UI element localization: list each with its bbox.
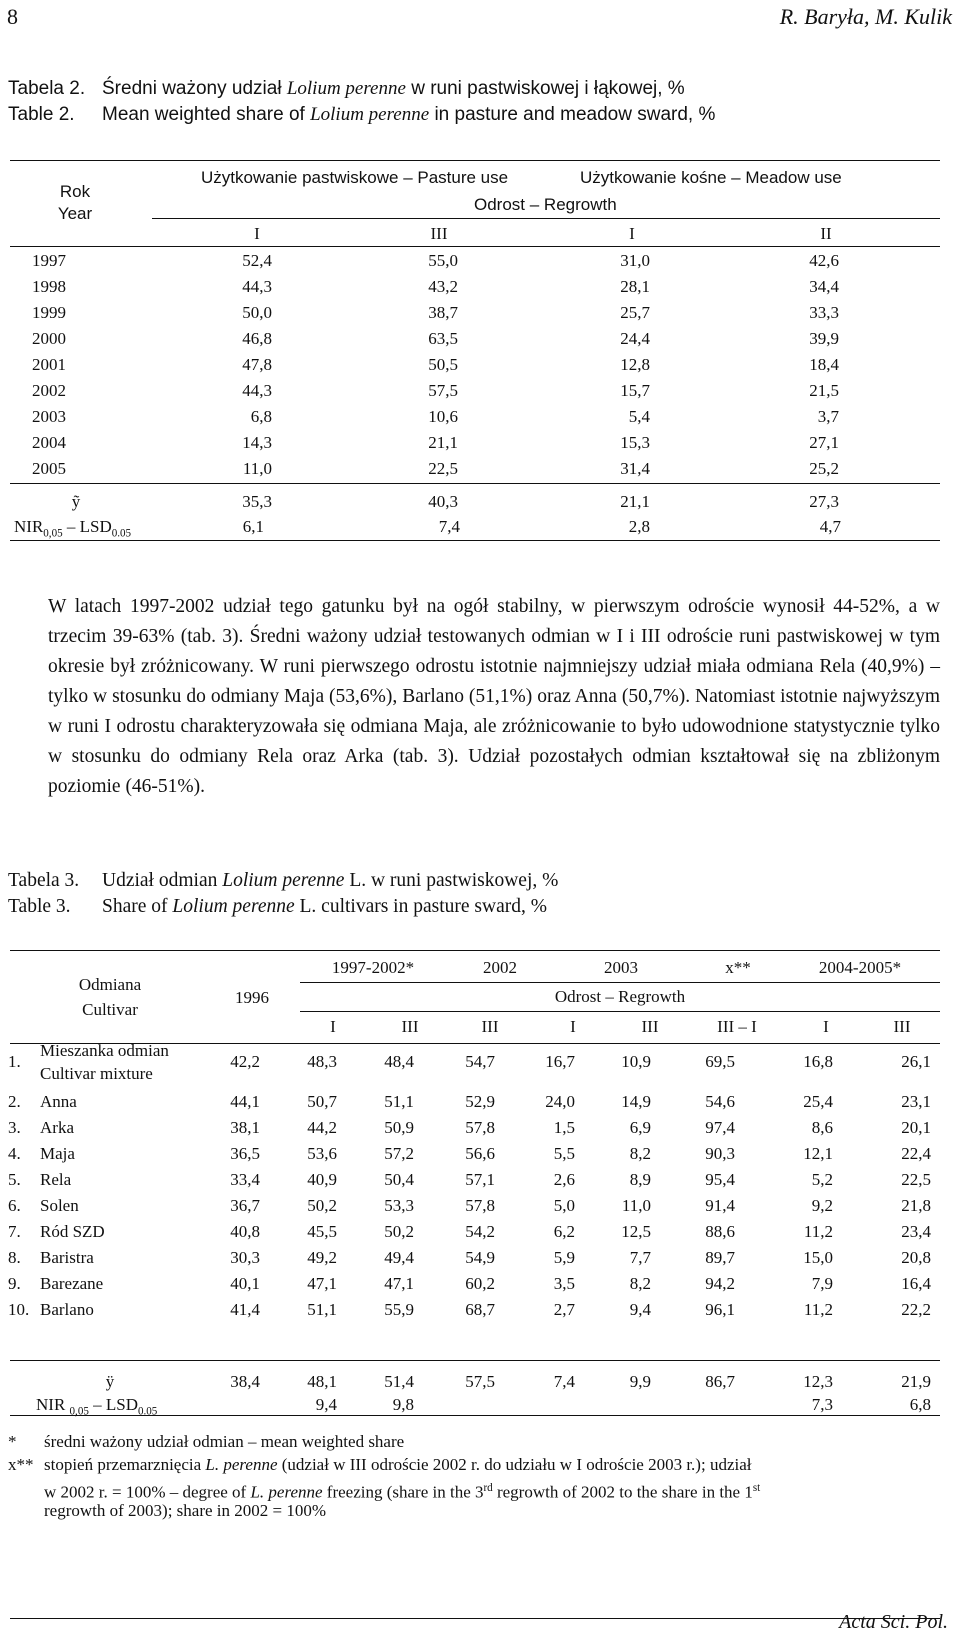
value-cell: 96,1	[705, 1300, 735, 1319]
value-cell: 40,8	[230, 1222, 260, 1241]
t2-subcol: II	[820, 224, 832, 243]
cultivar-label: Cultivar	[82, 1000, 138, 1019]
mean-cell: 57,5	[465, 1372, 495, 1391]
value-cell: 6,9	[629, 1118, 651, 1137]
value-cell: 22,4	[901, 1144, 931, 1163]
value-cell: 8,6	[811, 1118, 833, 1137]
running-header: R. Baryła, M. Kulik	[779, 4, 952, 29]
lsd-cell: 7,4	[438, 517, 460, 536]
value-cell: 27,1	[809, 433, 839, 452]
value-cell: 54,9	[465, 1248, 495, 1267]
value-cell: 50,5	[428, 355, 458, 374]
value-cell: 23,4	[901, 1222, 931, 1241]
value-cell: 41,4	[230, 1300, 260, 1319]
value-cell: 50,0	[242, 303, 272, 322]
value-cell: 49,4	[384, 1248, 414, 1267]
year-cell: 2000	[32, 329, 66, 348]
value-cell: 91,4	[705, 1196, 735, 1215]
value-cell: 14,3	[242, 433, 272, 452]
value-cell: 6,8	[250, 407, 272, 426]
row-number: 9.	[8, 1274, 21, 1293]
lsd-cell: 4,7	[819, 517, 841, 536]
value-cell: 21,8	[901, 1196, 931, 1215]
value-cell: 51,1	[307, 1300, 337, 1319]
mean-cell: 21,1	[620, 492, 650, 511]
value-cell: 53,3	[384, 1196, 414, 1215]
value-cell: 57,5	[428, 381, 458, 400]
mean-cell: 21,9	[901, 1372, 931, 1391]
value-cell: 5,5	[553, 1144, 575, 1163]
table2-header-rule	[152, 218, 940, 219]
year-label: Year	[57, 204, 93, 223]
mean-cell: 86,7	[705, 1372, 735, 1391]
value-cell: 21,1	[428, 433, 458, 452]
value-cell: 5,2	[811, 1170, 833, 1189]
value-cell: 11,2	[803, 1222, 833, 1241]
value-cell: 50,2	[307, 1196, 337, 1215]
regrowth-header: Odrost – Regrowth	[474, 195, 617, 214]
table3-period-rule	[300, 982, 940, 983]
value-cell: 88,6	[705, 1222, 735, 1241]
mean-cell: 27,3	[809, 492, 839, 511]
value-cell: 5,9	[553, 1248, 575, 1267]
value-cell: 9,2	[811, 1196, 833, 1215]
value-cell: 39,9	[809, 329, 839, 348]
value-cell: 53,6	[307, 1144, 337, 1163]
page-number: 8	[7, 4, 18, 29]
value-cell: 9,4	[629, 1300, 651, 1319]
footnote-xx-line2: w 2002 r. = 100% – degree of L. perenne freezing (share in the 3rd regrowth of 2002 to the share in the 1st	[44, 1482, 761, 1502]
value-cell: 16,7	[545, 1052, 575, 1071]
footnote-xx-mark: x**	[8, 1455, 34, 1474]
value-cell: 16,4	[901, 1274, 931, 1293]
footer-journal: Acta Sci. Pol.	[839, 1611, 948, 1633]
value-cell: 47,1	[384, 1274, 414, 1293]
cultivar-name: Arka	[40, 1118, 74, 1137]
body-paragraph: W latach 1997-2002 udział tego gatunku był na ogół stabilny, w pierwszym odroście wynosił 44-52%, a w trzecim 39-63% (tab. 3). Średni ważony udział testowanych odmian w I i III odroście runi pastwiskowej w tym okresie był zróżnicowany. W runi pierwszego odrostu istotnie najmniejszy udział miała odmiana Rela (40,9%) – tylko w stosunku do odmiany Maja (53,6%), Barlano (51,1%) oraz Anna (50,7%). Natomiast istotnie najwyższym w runi I odrostu charakteryzowała się odmiana Maja, ale zróżnicowanie to było udowodnione statystycznie tylko w stosunku do odmiany Rela oraz Arka (tab. 3). Udział pozostałych odmian kształtował się na zbliżonym poziomie (46-51%).	[48, 596, 940, 797]
value-cell: 48,3	[307, 1052, 337, 1071]
value-cell: 7,9	[811, 1274, 833, 1293]
value-cell: 95,4	[705, 1170, 735, 1189]
t3-subcol: I	[330, 1017, 336, 1036]
value-cell: 3,7	[817, 407, 839, 426]
value-cell: 21,5	[809, 381, 839, 400]
value-cell: 8,2	[629, 1274, 651, 1293]
table3-top-rule	[10, 950, 940, 951]
value-cell: 44,1	[230, 1092, 260, 1111]
year-cell: 2002	[32, 381, 66, 400]
lsd-cell: 9,4	[315, 1395, 337, 1414]
cultivar-name: Maja	[40, 1144, 75, 1163]
value-cell: 22,5	[901, 1170, 931, 1189]
value-cell: 3,5	[553, 1274, 575, 1293]
value-cell: 31,0	[620, 251, 650, 270]
value-cell: 47,8	[242, 355, 272, 374]
table2-caption-pl: Tabela 2. Średni ważony udział Lolium perenne w runi pastwiskowej i łąkowej, %	[8, 78, 685, 99]
period-label: 1997-2002*	[331, 958, 415, 977]
row-number: 3.	[8, 1118, 21, 1137]
value-cell: 20,8	[901, 1248, 931, 1267]
row-number: 7.	[8, 1222, 21, 1241]
value-cell: 10,6	[428, 407, 458, 426]
value-cell: 15,7	[620, 381, 650, 400]
year-cell: 2005	[32, 459, 66, 478]
value-cell: 18,4	[809, 355, 839, 374]
value-cell: 43,2	[428, 277, 458, 296]
cultivar-name: Baristra	[40, 1248, 94, 1267]
table2-subheader-rule	[10, 246, 940, 247]
value-cell: 12,8	[620, 355, 650, 374]
value-cell: 50,9	[384, 1118, 414, 1137]
value-cell: 42,2	[230, 1052, 260, 1071]
value-cell: 36,7	[230, 1196, 260, 1215]
value-cell: 40,1	[230, 1274, 260, 1293]
value-cell: 57,8	[465, 1118, 495, 1137]
value-cell: 24,4	[620, 329, 650, 348]
cultivar-name: Anna	[40, 1092, 77, 1111]
lsd-cell: 7,3	[811, 1395, 833, 1414]
lsd-label: $NIR_{0,05} - LSD_{0.05}$	[14, 517, 132, 540]
t3-subcol: III	[481, 1017, 499, 1036]
mean-cell: 7,4	[553, 1372, 575, 1391]
value-cell: 50,7	[307, 1092, 337, 1111]
table3-regrowth-rule	[300, 1011, 940, 1012]
value-cell: 60,2	[465, 1274, 495, 1293]
table3-caption-pl: Tabela 3. Udział odmian Lolium perenne L. w runi pastwiskowej, %	[8, 870, 559, 891]
value-cell: 63,5	[428, 329, 458, 348]
value-cell: 57,1	[465, 1170, 495, 1189]
mean-cell: 38,4	[230, 1372, 260, 1391]
period-label: 2002	[483, 958, 517, 977]
value-cell: 36,5	[230, 1144, 260, 1163]
value-cell: 16,8	[803, 1052, 833, 1071]
mean-cell: 12,3	[803, 1372, 833, 1391]
value-cell: 40,9	[307, 1170, 337, 1189]
mean-cell: 9,9	[629, 1372, 651, 1391]
cultivar-name: Ród SZD	[40, 1222, 105, 1241]
year-cell: 1998	[32, 277, 66, 296]
cultivar-name: Solen	[40, 1196, 79, 1215]
value-cell: 54,7	[465, 1052, 495, 1071]
value-cell: 10,9	[621, 1052, 651, 1071]
value-cell: 22,5	[428, 459, 458, 478]
table2-caption-en: Table 2. Mean weighted share of Lolium perenne in pasture and meadow sward, %	[8, 104, 716, 125]
value-cell: 52,4	[242, 251, 272, 270]
table2-data-rule	[10, 483, 940, 484]
value-cell: 5,4	[628, 407, 650, 426]
value-cell: 57,8	[465, 1196, 495, 1215]
period-label: 2004-2005*	[818, 958, 902, 977]
footnote-star-text: średni ważony udział odmian – mean weighted share	[44, 1432, 405, 1451]
t2-subcol: I	[629, 224, 635, 243]
row-number: 4.	[8, 1144, 21, 1163]
value-cell: 55,0	[428, 251, 458, 270]
value-cell: 5,0	[553, 1196, 575, 1215]
year-cell: 1997	[32, 251, 66, 270]
value-cell: 46,8	[242, 329, 272, 348]
value-cell: 38,1	[230, 1118, 260, 1137]
year-cell: 1999	[32, 303, 66, 322]
value-cell: 1,5	[553, 1118, 575, 1137]
row-number: 2.	[8, 1092, 21, 1111]
value-cell: 89,7	[705, 1248, 735, 1267]
value-cell: 25,2	[809, 459, 839, 478]
table3-caption-en: Table 3. Share of Lolium perenne L. cultivars in pasture sward, %	[8, 896, 547, 917]
odmiana-label: Odmiana	[78, 975, 142, 994]
mean-cell: 35,3	[242, 492, 272, 511]
value-cell: 31,4	[620, 459, 650, 478]
value-cell: 7,7	[629, 1248, 651, 1267]
year-cell: 2004	[32, 433, 66, 452]
value-cell: 45,5	[307, 1222, 337, 1241]
t3-subcol: III	[641, 1017, 659, 1036]
row-number: 8.	[8, 1248, 21, 1267]
value-cell: 69,5	[705, 1052, 735, 1071]
mean-label: ỹ	[71, 492, 81, 511]
lsd-cell: 6,8	[909, 1395, 931, 1414]
t3-subcol: III	[401, 1017, 419, 1036]
value-cell: 15,0	[803, 1248, 833, 1267]
row-number: 10.	[8, 1300, 30, 1319]
t2-subcol: III	[430, 224, 448, 243]
value-cell: 90,3	[705, 1144, 735, 1163]
row-number: 6.	[8, 1196, 21, 1215]
mean-label: ÿ	[105, 1372, 115, 1391]
cultivar-name-en: Cultivar mixture	[40, 1064, 153, 1083]
value-cell: 54,6	[705, 1092, 735, 1111]
value-cell: 68,7	[465, 1300, 495, 1319]
cultivar-name: Rela	[40, 1170, 72, 1189]
value-cell: 14,9	[621, 1092, 651, 1111]
value-cell: 33,3	[809, 303, 839, 322]
value-cell: 51,1	[384, 1092, 414, 1111]
value-cell: 56,6	[465, 1144, 495, 1163]
value-cell: 52,9	[465, 1092, 495, 1111]
value-cell: 44,3	[242, 277, 272, 296]
value-cell: 12,5	[621, 1222, 651, 1241]
t3-subcol: I	[570, 1017, 576, 1036]
cultivar-name: Barlano	[40, 1300, 94, 1319]
value-cell: 23,1	[901, 1092, 931, 1111]
year-cell: 2003	[32, 407, 66, 426]
year-cell: 2001	[32, 355, 66, 374]
value-cell: 22,2	[901, 1300, 931, 1319]
col-1996: 1996	[235, 988, 269, 1007]
value-cell: 2,7	[553, 1300, 575, 1319]
value-cell: 55,9	[384, 1300, 414, 1319]
value-cell: 54,2	[465, 1222, 495, 1241]
t3-subcol: III – I	[717, 1017, 757, 1036]
table3-data-rule	[10, 1360, 940, 1361]
value-cell: 6,2	[553, 1222, 575, 1241]
pasture-use-header: Użytkowanie pastwiskowe – Pasture use	[201, 168, 509, 187]
regrowth-header: Odrost – Regrowth	[554, 987, 686, 1006]
value-cell: 34,4	[809, 277, 839, 296]
t2-subcol: I	[254, 224, 260, 243]
value-cell: 8,2	[629, 1144, 651, 1163]
value-cell: 11,0	[621, 1196, 651, 1215]
meadow-use-header: Użytkowanie kośne – Meadow use	[580, 168, 842, 187]
value-cell: 28,1	[620, 277, 650, 296]
value-cell: 44,2	[307, 1118, 337, 1137]
value-cell: 47,1	[307, 1274, 337, 1293]
value-cell: 50,2	[384, 1222, 414, 1241]
t3-subcol: I	[823, 1017, 829, 1036]
lsd-cell: 6,1	[242, 517, 264, 536]
value-cell: 24,0	[545, 1092, 575, 1111]
value-cell: 97,4	[705, 1118, 735, 1137]
footer-rule	[10, 1618, 940, 1619]
lsd-cell: 2,8	[628, 517, 650, 536]
value-cell: 57,2	[384, 1144, 414, 1163]
value-cell: 94,2	[705, 1274, 735, 1293]
period-label: x**	[725, 958, 751, 977]
mean-cell: 40,3	[428, 492, 458, 511]
value-cell: 50,4	[384, 1170, 414, 1189]
footnote-xx-line1: stopień przemarznięcia L. perenne (udział w III odroście 2002 r. do udziału w I odroście 2003 r.); udział	[44, 1455, 752, 1474]
footnote-star-mark: *	[8, 1432, 17, 1451]
lsd-cell: 9,8	[392, 1395, 414, 1414]
value-cell: 38,7	[428, 303, 458, 322]
value-cell: 12,1	[803, 1144, 833, 1163]
value-cell: 11,2	[803, 1300, 833, 1319]
value-cell: 26,1	[901, 1052, 931, 1071]
value-cell: 48,4	[384, 1052, 414, 1071]
value-cell: 15,3	[620, 433, 650, 452]
row-number: 1.	[8, 1052, 21, 1071]
value-cell: 49,2	[307, 1248, 337, 1267]
row-number: 5.	[8, 1170, 21, 1189]
value-cell: 33,4	[230, 1170, 260, 1189]
cultivar-name: Mieszanka odmian	[40, 1041, 169, 1060]
value-cell: 11,0	[242, 459, 272, 478]
value-cell: 2,6	[553, 1170, 575, 1189]
footnote-xx-line3: regrowth of 2003); share in 2002 = 100%	[44, 1501, 327, 1520]
t3-subcol: III	[893, 1017, 911, 1036]
value-cell: 20,1	[901, 1118, 931, 1137]
rok-label: Rok	[59, 182, 91, 201]
value-cell: 25,4	[803, 1092, 833, 1111]
lsd-label: NIR $_{0,05} - LSD_{0.05}$	[36, 1395, 158, 1418]
value-cell: 25,7	[620, 303, 650, 322]
mean-cell: 51,4	[384, 1372, 414, 1391]
value-cell: 8,9	[629, 1170, 651, 1189]
table2-bottom-rule	[10, 540, 940, 541]
value-cell: 30,3	[230, 1248, 260, 1267]
cultivar-name: Barezane	[40, 1274, 104, 1293]
table2-top-rule	[10, 160, 940, 161]
value-cell: 44,3	[242, 381, 272, 400]
mean-cell: 48,1	[307, 1372, 337, 1391]
period-label: 2003	[604, 958, 638, 977]
value-cell: 42,6	[809, 251, 839, 270]
